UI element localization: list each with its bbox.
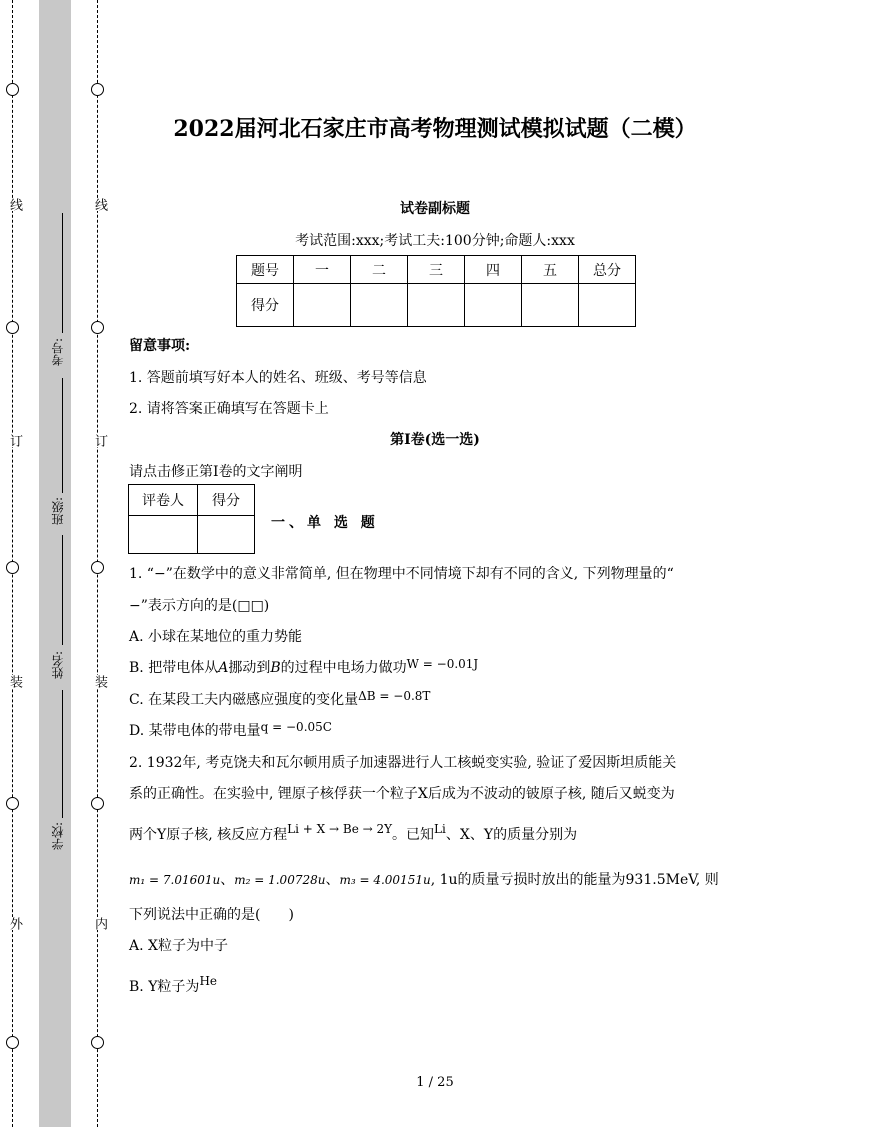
score-cell[interactable] bbox=[408, 284, 465, 327]
margin-label-wai: 外 bbox=[7, 917, 22, 930]
q2-stem-reaction bbox=[129, 824, 577, 844]
field-school-line[interactable] bbox=[62, 690, 63, 818]
binding-hole-circle bbox=[6, 83, 19, 96]
score-header-cell: 题号 bbox=[237, 256, 294, 284]
grader-cell[interactable] bbox=[198, 516, 255, 554]
score-header-cell: 四 bbox=[465, 256, 522, 284]
q1-option-b bbox=[129, 657, 478, 677]
binding-hole-circle bbox=[91, 321, 104, 334]
q1-option-c bbox=[129, 689, 430, 709]
section-heading: 一、单 选 题 bbox=[271, 515, 379, 531]
q2-option-a: A. X粒子为中子 bbox=[129, 938, 228, 954]
binding-hole-circle bbox=[6, 797, 19, 810]
q2-option-b bbox=[129, 976, 217, 996]
grader-cell[interactable] bbox=[129, 516, 198, 554]
binding-hole-circle bbox=[91, 83, 104, 96]
score-header-cell: 三 bbox=[408, 256, 465, 284]
grader-table bbox=[128, 484, 255, 554]
score-table bbox=[236, 255, 636, 327]
score-cell[interactable] bbox=[465, 284, 522, 327]
binding-hole-circle bbox=[91, 1036, 104, 1049]
score-cell[interactable] bbox=[351, 284, 408, 327]
score-cell[interactable] bbox=[522, 284, 579, 327]
q1-option-d-math: q = −0.05C bbox=[260, 720, 332, 734]
q1-option-b-tail: 的过程中电场力做功 bbox=[280, 660, 407, 676]
binding-hole-circle bbox=[6, 321, 19, 334]
q1-option-c-math: ΔB = −0.8T bbox=[358, 689, 431, 703]
q2-mass-3: m₃ = 4.00151u bbox=[339, 873, 431, 887]
q1-stem: 1. “−”在数学中的意义非常简单, 但在物理中不同情境下却有不同的含义, 下列物理量的“ bbox=[129, 566, 674, 582]
exam-subtitle: 试卷副标题 bbox=[400, 201, 470, 217]
score-cell[interactable] bbox=[579, 284, 636, 327]
margin-label-ding: 订 bbox=[7, 434, 22, 447]
q1-option-a: A. 小球在某地位的重力势能 bbox=[129, 629, 303, 645]
q1-option-b-point-b: B bbox=[270, 660, 281, 676]
q2-mass-2: m₂ = 1.00728u bbox=[234, 873, 326, 887]
binding-hole-circle bbox=[91, 797, 104, 810]
margin-label-xian-inner: 线 bbox=[92, 198, 107, 211]
notes-item: 1. 答题前填写好本人的姓名、班级、考号等信息 bbox=[129, 370, 427, 386]
notes-heading: 留意事项: bbox=[129, 338, 191, 354]
q2-li-symbol: Li bbox=[434, 822, 446, 836]
field-name-label: 姓名: bbox=[51, 651, 65, 680]
q2-mass-tail: , 1u的质量亏损时放出的能量为931.5MeV, 则 bbox=[430, 872, 719, 888]
q2-option-b-math: He bbox=[199, 974, 218, 988]
score-row-label: 得分 bbox=[237, 284, 294, 327]
grader-header: 评卷人 bbox=[129, 485, 198, 516]
margin-label-ding-inner: 订 bbox=[92, 434, 107, 447]
margin-label-zhuang-inner: 装 bbox=[92, 675, 107, 688]
q1-stem-cont: −”表示方向的是(□□) bbox=[129, 598, 270, 614]
field-class-label: 班级: bbox=[51, 497, 65, 526]
score-header-cell: 总分 bbox=[579, 256, 636, 284]
field-exam-number-label: 考号: bbox=[51, 338, 65, 367]
binding-hole-circle bbox=[6, 561, 19, 574]
score-header-cell: 二 bbox=[351, 256, 408, 284]
binding-hole-circle bbox=[91, 561, 104, 574]
q2-mass-1: m₁ = 7.01601u bbox=[129, 873, 221, 887]
q2-known: 。已知 bbox=[392, 827, 435, 843]
q1-option-b-point-a: A bbox=[218, 660, 229, 676]
q2-mass-intro: 、X、Y的质量分别为 bbox=[445, 827, 578, 843]
part1-title: 第I卷(选一选) bbox=[390, 432, 480, 448]
exam-info: 考试范围:xxx;考试工夫:100分钟;命题人:xxx bbox=[295, 233, 575, 249]
score-header-cell: 五 bbox=[522, 256, 579, 284]
q2-stem-cont: 系的正确性。在实验中, 锂原子核俘获一个粒子X后成为不波动的铍原子核, 随后又蜕变为 bbox=[129, 786, 675, 802]
q2-option-b-text: B. Y粒子为 bbox=[129, 979, 200, 995]
q2-masses: m₁ = 7.01601u、m₂ = 1.00728u、m₃ = 4.00151u, 1u的质量亏损时放出的能量为931.5MeV, 则 bbox=[129, 872, 719, 888]
score-cell[interactable] bbox=[294, 284, 351, 327]
notes-item: 2. 请将答案正确填写在答题卡上 bbox=[129, 401, 329, 417]
field-school-label: 学校: bbox=[51, 822, 65, 851]
q1-option-b-math: W = −0.01J bbox=[406, 657, 479, 671]
binding-hole-circle bbox=[6, 1036, 19, 1049]
margin-label-nei-inner: 内 bbox=[92, 917, 107, 930]
part1-instruction: 请点击修正第I卷的文字阐明 bbox=[129, 464, 303, 480]
margin-label-xian: 线 bbox=[7, 198, 22, 211]
q1-option-b-mid: 挪动到 bbox=[228, 660, 271, 676]
margin-label-zhuang: 装 bbox=[7, 675, 22, 688]
q2-question: 下列说法中正确的是( ) bbox=[129, 907, 294, 923]
q2-stem: 2. 1932年, 考克饶夫和瓦尔顿用质子加速器进行人工核蜕变实验, 验证了爱因斯坦质能关 bbox=[129, 755, 677, 771]
q1-option-c-text: C. 在某段工夫内磁感应强度的变化量 bbox=[129, 692, 359, 708]
q1-option-d-text: D. 某带电体的带电量 bbox=[129, 723, 261, 739]
grader-header: 得分 bbox=[198, 485, 255, 516]
q2-reaction-text: 两个Y原子核, 核反应方程 bbox=[129, 827, 288, 843]
binding-strip bbox=[39, 0, 71, 1127]
q1-option-b-text: B. 把带电体从 bbox=[129, 660, 219, 676]
q2-reaction-equation: Li + X → Be → 2Y bbox=[287, 822, 393, 836]
field-name-line[interactable] bbox=[62, 535, 63, 645]
exam-title: 2022届河北石家庄市高考物理测试模拟试题（二模） bbox=[173, 116, 697, 142]
score-header-cell: 一 bbox=[294, 256, 351, 284]
page-number: 1 / 25 bbox=[416, 1075, 454, 1090]
q1-option-d bbox=[129, 720, 332, 740]
